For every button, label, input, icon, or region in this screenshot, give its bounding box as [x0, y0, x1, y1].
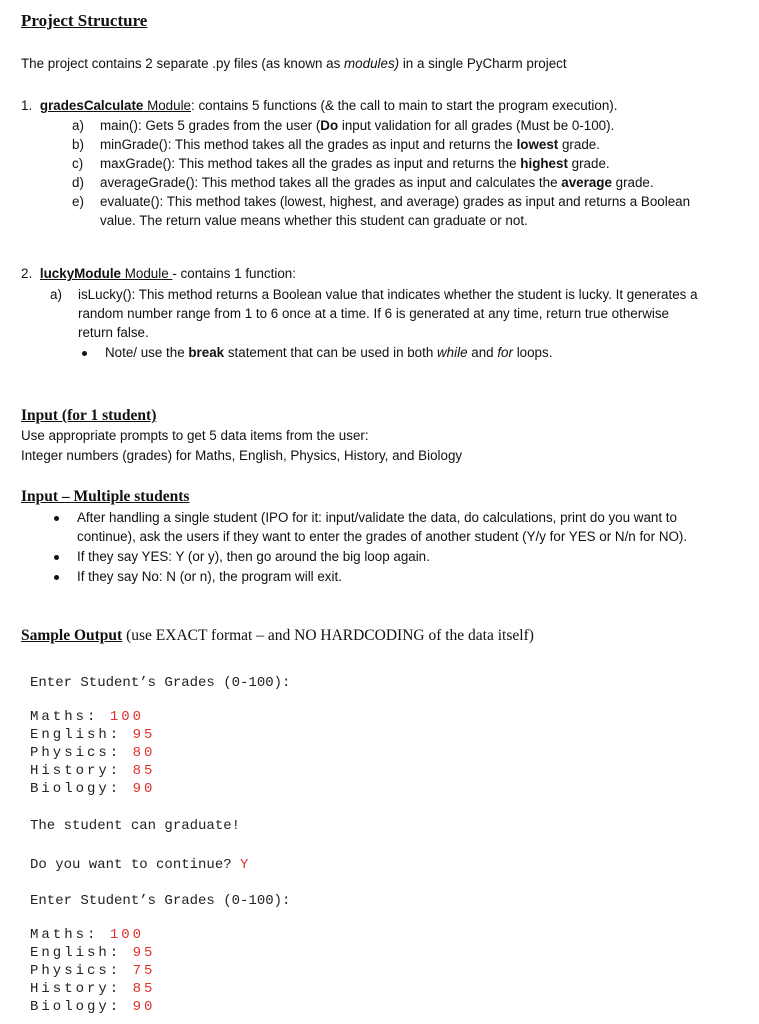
module1-item-e-cont: value. The return value means whether this student can graduate or not. — [100, 213, 528, 228]
sample-continue-prompt: Do you want to continue? Y — [30, 857, 249, 873]
module1-item-b: b) minGrade(): This method takes all the grades as input and returns the lowest grade. — [72, 137, 600, 152]
input-multi-bullet-1: After handling a single student (IPO for it: input/validate the data, do calculations, print do you want to — [54, 510, 677, 525]
bullet-icon — [54, 516, 59, 521]
sample-output-heading: Sample Output (use EXACT format – and NO HARDCODING of the data itself) — [21, 627, 534, 644]
intro-text: The project contains 2 separate .py files (as known as modules) in a single PyCharm project — [21, 56, 567, 71]
module2-note: Note/ use the break statement that can be used in both while and for loops. — [82, 345, 552, 360]
input-multi-bullet-3: If they say No: N (or n), the program will exit. — [54, 569, 342, 584]
sample-grade-row: Maths: 100 — [30, 709, 145, 725]
module2-item-a: a) isLucky(): This method returns a Boolean value that indicates whether the student is lucky. It generates a — [50, 287, 698, 302]
input-multi-bullet-1-cont: continue), ask the users if they want to enter the grades of another student (Y/y for YES or N/n for NO). — [77, 529, 688, 544]
input-single-line1: Use appropriate prompts to get 5 data items from the user: — [21, 428, 369, 443]
sample-grade-row: Physics: 80 — [30, 745, 156, 761]
sample-result: The student can graduate! — [30, 818, 241, 834]
module2-heading: 2. luckyModule Module - contains 1 function: — [21, 266, 296, 281]
sample-prompt-1: Enter Student’s Grades (0-100): — [30, 675, 291, 691]
input-single-heading: Input (for 1 student) — [21, 407, 157, 424]
module1-item-a: a) main(): Gets 5 grades from the user (Do input validation for all grades (Must be 0-100). — [72, 118, 615, 133]
input-multi-heading: Input – Multiple students — [21, 488, 190, 505]
sample-grade-row: Biology: 90 — [30, 999, 156, 1015]
bullet-icon — [54, 555, 59, 560]
bullet-icon — [82, 351, 87, 356]
sample-grade-row: Biology: 90 — [30, 781, 156, 797]
module2-item-a-cont2: return false. — [78, 325, 149, 340]
sample-grade-row: Physics: 75 — [30, 963, 156, 979]
module1-item-d: d) averageGrade(): This method takes all the grades as input and calculates the average grade. — [72, 175, 654, 190]
bullet-icon — [54, 575, 59, 580]
sample-grade-row: Maths: 100 — [30, 927, 145, 943]
sample-grade-row: History: 85 — [30, 981, 156, 997]
sample-grade-row: English: 95 — [30, 945, 156, 961]
module1-heading: 1. gradesCalculate Module: contains 5 functions (& the call to main to start the program execution). — [21, 98, 618, 113]
module2-item-a-cont1: random number range from 1 to 6 once at a time. If 6 is generated at any time, return true otherwise — [78, 306, 669, 321]
page-title: Project Structure — [21, 11, 148, 30]
input-single-line2: Integer numbers (grades) for Maths, English, Physics, History, and Biology — [21, 448, 463, 463]
sample-prompt-2: Enter Student’s Grades (0-100): — [30, 893, 291, 909]
sample-grade-row: English: 95 — [30, 727, 156, 743]
module1-item-c: c) maxGrade(): This method takes all the grades as input and returns the highest grade. — [72, 156, 610, 171]
module1-item-e: e) evaluate(): This method takes (lowest, highest, and average) grades as input and returns a Boolean — [72, 194, 691, 209]
input-multi-bullet-2: If they say YES: Y (or y), then go around the big loop again. — [54, 549, 430, 564]
sample-grade-row: History: 85 — [30, 763, 156, 779]
